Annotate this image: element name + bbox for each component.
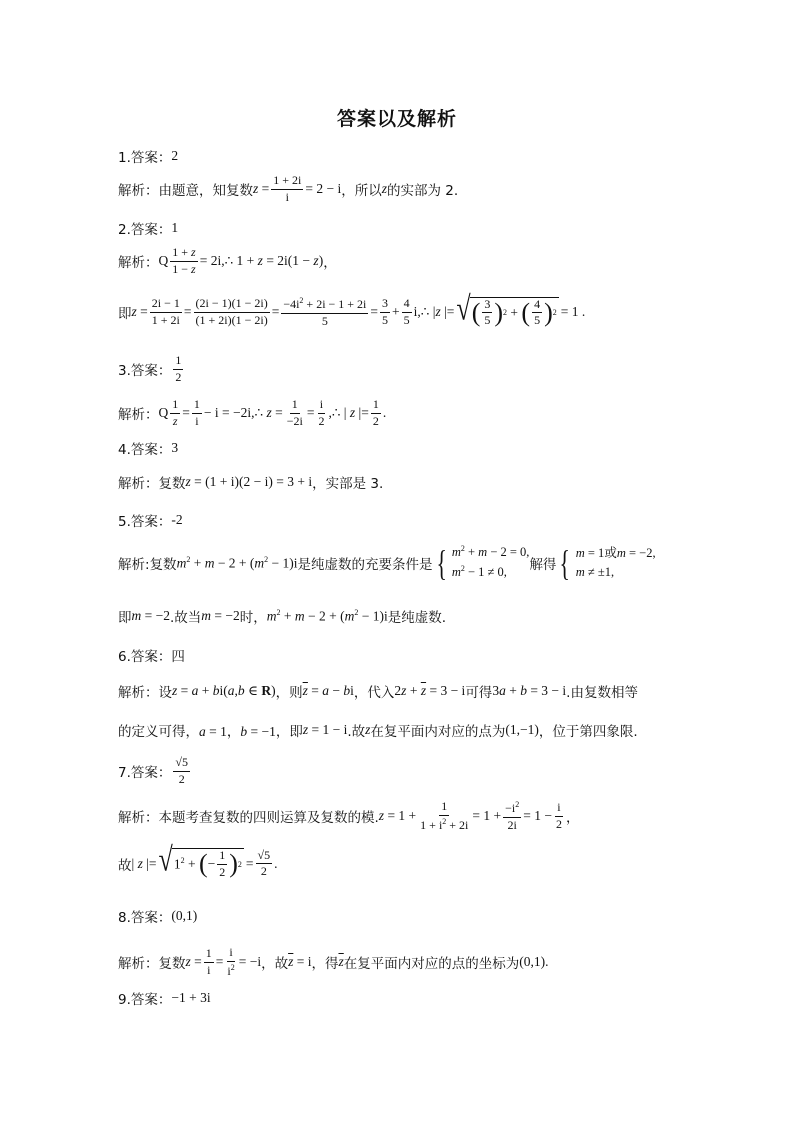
answer-3: 3.答案： $\frac{1}{2}$ — [118, 353, 182, 384]
analysis-1: 解析： 由题意，知复数 z = $\frac{1 + 2i}{i}$ = 2 − i ，所以 z 的实部为 2. — [118, 173, 459, 204]
analysis-7: 解析： 本题考查复数的四则运算及复数的模. z = 1 + $\frac{1}{1 + i^2 + 2i}$ = 1 + $\frac{-i^2}{2i}$ = 1 − $\frac{i}{2}$ ， — [118, 799, 580, 832]
answer-6: 6.答案： 四 — [118, 649, 185, 665]
analysis-7-cont: 故 | z |= √ $1^2$ + ( − $\frac{1}{2}$ ) 2 = $\frac{√5}{2}$ . — [118, 840, 278, 879]
analysis-2: 解析： Q $\frac{1 + z}{1 - z}$ = 2i, ∴ 1 + z = 2i(1 − z) ， — [118, 245, 337, 276]
answer-9: 9.答案： −1 + 3i — [118, 990, 211, 1008]
answer-1: 1.答案： 2 — [118, 148, 179, 166]
page-title: 答案以及解析 — [336, 108, 457, 130]
analysis-6: 解析： 设 z = a + bi(a,b ∈ R) ，则 $\overline{z} = a$ − bi ，代入 $2z + \overline{z} = 3 - i$ 可得 3a + b = 3 − i .由复数相等 — [118, 683, 638, 701]
answer-2: 2.答案： 1 — [118, 220, 179, 238]
analysis-3: 解析： Q $\frac{1}{z}$ = $\frac{1}{i}$ − i = −2i, ∴ z = $\frac{1}{-2i}$ = $\frac{i}{2}$ ,∴ | z |= $\frac{1}{2}$ . — [118, 397, 387, 428]
analysis-5: 解析: 复数 $m^2 + m - 2 + (m^2 - 1)i$ 是纯虚数的充要条件是 { $m^2 + m - 2 = 0$, $m^2 - 1 \ne 0$, 解得 { m = 1或m = −2, m ≠ ±1, — [118, 542, 656, 583]
analysis-2-cont: 即 z = $\frac{2i - 1}{1 + 2i}$ = $\frac{(2i - 1)(1 - 2i)}{(1 + 2i)(1 - 2i)}$ = $\frac{-4i^2 + 2i - 1 + 2i}{5}$ = $\frac{3}{5}$ + $\frac{4}{5}$ i,∴ |z |= √ ( $\frac{3}{5}$ ) 2 + ( $\frac{4}{5}$ ) 2 = 1 . — [118, 289, 586, 328]
analysis-6-cont: 的定义可得， a = 1，b = −1 ，即 z = 1 − i .故 z 在复平面内对应的点为 (1,−1) ，位于第四象限. — [118, 722, 638, 740]
answer-4: 4.答案： 3 — [118, 440, 179, 458]
answer-5: 5.答案： -2 — [118, 512, 183, 530]
analysis-8: 解析： 复数 z = $\frac{1}{i}$ = $\frac{i}{i^2}$ = −i ，故 $\overline{z} = i$ ，得 $\overline{z}$ 在复平面内对应的点的坐标为 (0,1). — [118, 945, 549, 978]
answer-7: 7.答案： $\frac{√5}{2}$ — [118, 755, 188, 786]
analysis-4: 解析： 复数 z = (1 + i)(2 − i) = 3 + i ，实部是 3. — [118, 474, 384, 492]
answer-8: 8.答案： (0,1) — [118, 908, 198, 926]
analysis-5-cont: 即 m = −2 .故当 m = −2 时， $m^2 + m - 2 + (m^2 - 1)i$ 是纯虚数. — [118, 607, 447, 626]
